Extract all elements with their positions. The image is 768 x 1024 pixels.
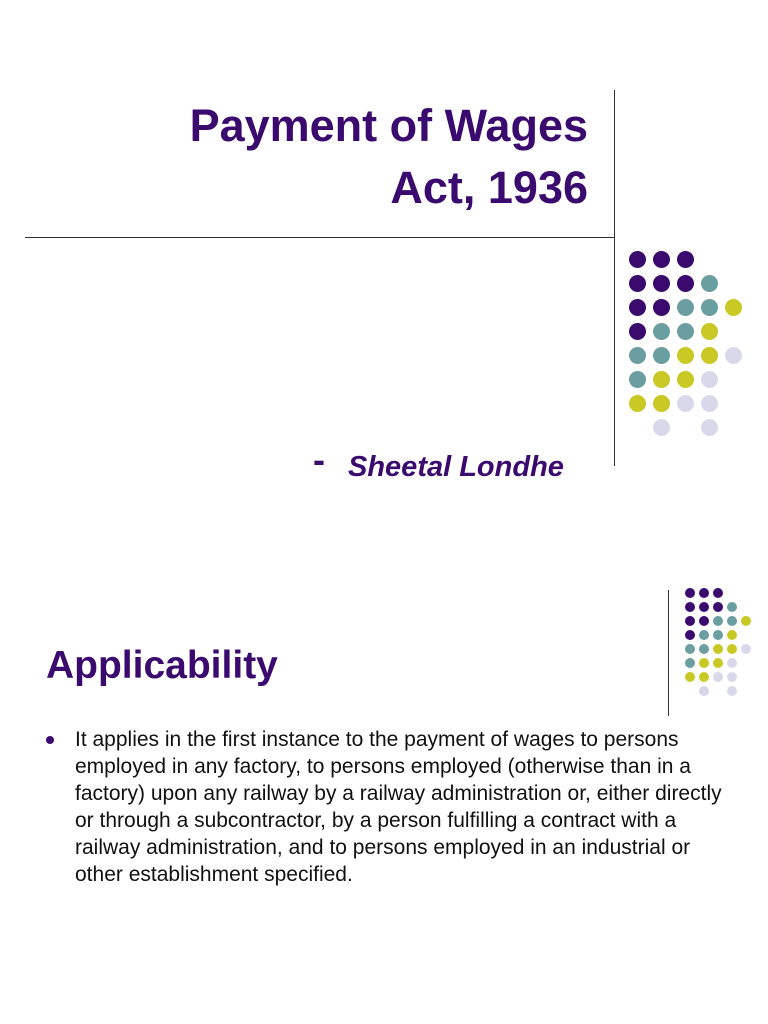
decorative-dot [741, 616, 751, 626]
decorative-dot [629, 275, 646, 292]
decorative-dot [701, 275, 718, 292]
slide-title-line-2: Act, 1936 [390, 162, 588, 213]
decorative-dot [685, 672, 695, 682]
decorative-dot [699, 588, 709, 598]
decorative-dot [699, 616, 709, 626]
vertical-divider [668, 590, 669, 716]
decorative-dot [727, 644, 737, 654]
bullet-icon [46, 736, 54, 744]
decorative-dot [699, 672, 709, 682]
decorative-dot [699, 644, 709, 654]
decorative-dot [677, 395, 694, 412]
decorative-dot [685, 630, 695, 640]
decorative-dot [713, 630, 723, 640]
decorative-dot [713, 616, 723, 626]
slide-applicability [0, 576, 768, 1024]
decorative-dot [701, 299, 718, 316]
decorative-dot [713, 644, 723, 654]
decorative-dot [701, 419, 718, 436]
decorative-dot [701, 395, 718, 412]
decorative-dot [653, 323, 670, 340]
decorative-dot [685, 602, 695, 612]
decorative-dot [713, 658, 723, 668]
decorative-dot [727, 686, 737, 696]
decorative-dot [685, 616, 695, 626]
decorative-dot [629, 323, 646, 340]
decorative-dot [653, 251, 670, 268]
decorative-dot [677, 371, 694, 388]
decorative-dot [701, 371, 718, 388]
vertical-divider [614, 90, 615, 466]
bullet-item [46, 726, 736, 888]
decorative-dot [725, 347, 742, 364]
decorative-dot [713, 672, 723, 682]
decorative-dot [699, 686, 709, 696]
decorative-dot [677, 275, 694, 292]
decorative-dot [653, 419, 670, 436]
decorative-dot [677, 347, 694, 364]
author-name: Sheetal Londhe [348, 451, 564, 483]
decorative-dot [685, 658, 695, 668]
decorative-dot [653, 275, 670, 292]
decorative-dot [701, 347, 718, 364]
decorative-dot [699, 658, 709, 668]
decorative-dot [727, 658, 737, 668]
decorative-dot [629, 395, 646, 412]
decorative-dot [677, 323, 694, 340]
horizontal-divider [25, 237, 615, 238]
decorative-dot [685, 588, 695, 598]
bullet-text: It applies in the first instance to the payment of wages to persons employed in any factory, to persons employed (otherwise than in a factory) upon any railway by a railway administration or, either directly or through a subcontractor, by a person fulfilling a contract with a railway administration, and to persons employed in an industrial or other establishment specified. [75, 728, 722, 886]
decorative-dot [653, 371, 670, 388]
decorative-dot [727, 672, 737, 682]
decorative-dot [727, 602, 737, 612]
author-dash: - [313, 439, 325, 480]
decorative-dot [701, 323, 718, 340]
decorative-dot [725, 299, 742, 316]
decorative-dot [685, 644, 695, 654]
decorative-dot [699, 602, 709, 612]
bullet-list [46, 726, 736, 888]
decorative-dot [741, 644, 751, 654]
decorative-dot [653, 347, 670, 364]
decorative-dot [653, 395, 670, 412]
decorative-dot [629, 347, 646, 364]
decorative-dot [699, 630, 709, 640]
decorative-dot [653, 299, 670, 316]
slide-title-line-1: Payment of Wages [189, 100, 588, 151]
decorative-dot [713, 602, 723, 612]
decorative-dot [727, 616, 737, 626]
decorative-dot [713, 588, 723, 598]
decorative-dot [677, 299, 694, 316]
decorative-dot [629, 299, 646, 316]
decorative-dot [727, 630, 737, 640]
decorative-dot [677, 251, 694, 268]
slide-heading: Applicability [46, 644, 278, 687]
decorative-dot [629, 251, 646, 268]
decorative-dot [629, 371, 646, 388]
